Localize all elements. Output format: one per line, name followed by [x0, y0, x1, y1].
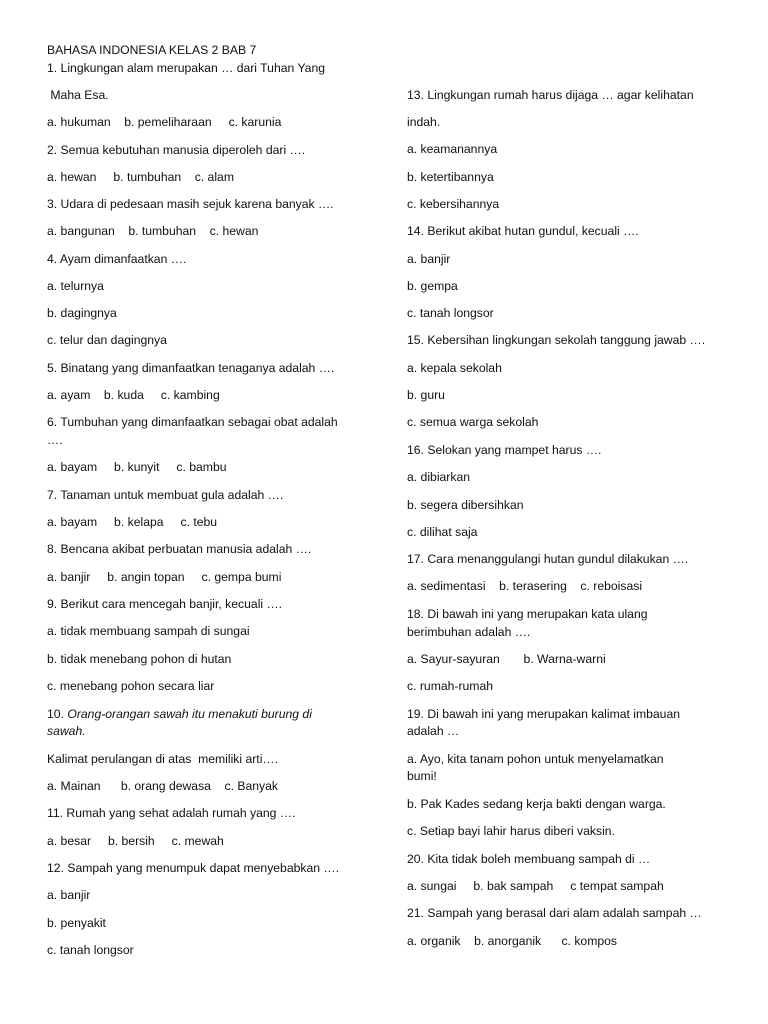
- question-20: 20. Kita tidak boleh membuang sampah di …: [407, 852, 651, 866]
- question-10-number: 10.: [47, 707, 68, 721]
- question-9: 9. Berikut cara mencegah banjir, kecuali ….: [47, 597, 283, 611]
- question-14-option-a: a. banjir: [407, 252, 451, 266]
- question-8-options: a. banjir b. angin topan c. gempa bumi: [47, 570, 282, 584]
- question-10-stem: Kalimat perulangan di atas memiliki arti….: [47, 752, 278, 766]
- question-5: 5. Binatang yang dimanfaatkan tenaganya adalah ….: [47, 361, 335, 375]
- question-18-options-ab: a. Sayur-sayuran b. Warna-warni: [407, 652, 606, 666]
- question-19-option-a-line-2: bumi!: [407, 769, 437, 783]
- question-12-option-c: c. tanah longsor: [47, 943, 134, 957]
- question-15-option-a: a. kepala sekolah: [407, 361, 502, 375]
- question-11-options: a. besar b. bersih c. mewah: [47, 834, 224, 848]
- question-19-line-1: 19. Di bawah ini yang merupakan kalimat imbauan: [407, 707, 681, 721]
- question-7-options: a. bayam b. kelapa c. tebu: [47, 515, 218, 529]
- question-18-line-1: 18. Di bawah ini yang merupakan kata ulang: [407, 607, 648, 621]
- question-4-option-a: a. telurnya: [47, 279, 104, 293]
- question-19-line-2: adalah …: [407, 724, 460, 738]
- question-10-line-1: [47, 706, 312, 723]
- question-9-option-c: c. menebang pohon secara liar: [47, 679, 215, 693]
- question-4-option-c: c. telur dan dagingnya: [47, 333, 167, 347]
- question-13-line-1: 13. Lingkungan rumah harus dijaga … agar kelihatan: [407, 88, 694, 102]
- question-6-options: a. bayam b. kunyit c. bambu: [47, 460, 227, 474]
- question-6-line-2: ….: [47, 433, 63, 447]
- question-6-line-1: 6. Tumbuhan yang dimanfaatkan sebagai obat adalah: [47, 415, 338, 429]
- question-15-option-c: c. semua warga sekolah: [407, 415, 539, 429]
- question-4-option-b: b. dagingnya: [47, 306, 117, 320]
- question-18-line-2: berimbuhan adalah ….: [407, 625, 531, 639]
- question-14-option-b: b. gempa: [407, 279, 458, 293]
- question-14-option-c: c. tanah longsor: [407, 306, 494, 320]
- question-16-option-a: a. dibiarkan: [407, 470, 471, 484]
- question-9-option-b: b. tidak menebang pohon di hutan: [47, 652, 232, 666]
- question-12-option-a: a. banjir: [47, 888, 91, 902]
- question-17-options: a. sedimentasi b. terasering c. reboisasi: [407, 579, 643, 593]
- question-18-option-c: c. rumah-rumah: [407, 679, 494, 693]
- question-4: 4. Ayam dimanfaatkan ….: [47, 252, 187, 266]
- question-2-options: a. hewan b. tumbuhan c. alam: [47, 170, 234, 184]
- question-16: 16. Selokan yang mampet harus ….: [407, 443, 602, 457]
- question-1-line-1: 1. Lingkungan alam merupakan … dari Tuhan Yang: [47, 61, 326, 75]
- question-15-option-b: b. guru: [407, 388, 445, 402]
- question-10-italic-sentence: Orang-orangan sawah itu menakuti burung di: [67, 707, 312, 721]
- question-1-line-2: Maha Esa.: [47, 88, 109, 102]
- question-1-options: a. hukuman b. pemeliharaan c. karunia: [47, 115, 282, 129]
- question-10-line-2: sawah.: [47, 724, 86, 738]
- question-17: 17. Cara menanggulangi hutan gundul dilakukan ….: [407, 552, 689, 566]
- question-21-options: a. organik b. anorganik c. kompos: [407, 934, 618, 948]
- question-3-options: a. bangunan b. tumbuhan c. hewan: [47, 224, 259, 238]
- page-title: BAHASA INDONESIA KELAS 2 BAB 7: [47, 43, 257, 57]
- question-12-option-b: b. penyakit: [47, 916, 106, 930]
- question-19-option-a-line-1: a. Ayo, kita tanam pohon untuk menyelamatkan: [407, 752, 664, 766]
- question-16-option-b: b. segera dibersihkan: [407, 498, 524, 512]
- question-15: 15. Kebersihan lingkungan sekolah tanggung jawab ….: [407, 333, 706, 347]
- question-5-options: a. ayam b. kuda c. kambing: [47, 388, 220, 402]
- question-10-options: a. Mainan b. orang dewasa c. Banyak: [47, 779, 279, 793]
- question-13-option-a: a. keamanannya: [407, 142, 498, 156]
- question-13-option-b: b. ketertibannya: [407, 170, 494, 184]
- question-21: 21. Sampah yang berasal dari alam adalah sampah …: [407, 906, 702, 920]
- question-13-option-c: c. kebersihannya: [407, 197, 500, 211]
- question-8: 8. Bencana akibat perbuatan manusia adalah ….: [47, 542, 312, 556]
- question-13-line-2: indah.: [407, 115, 441, 129]
- question-3: 3. Udara di pedesaan masih sejuk karena banyak ….: [47, 197, 334, 211]
- question-11: 11. Rumah yang sehat adalah rumah yang ….: [47, 806, 296, 820]
- question-12: 12. Sampah yang menumpuk dapat menyebabkan ….: [47, 861, 340, 875]
- question-7: 7. Tanaman untuk membuat gula adalah ….: [47, 488, 284, 502]
- question-14: 14. Berikut akibat hutan gundul, kecuali ….: [407, 224, 639, 238]
- question-16-option-c: c. dilihat saja: [407, 525, 478, 539]
- question-19-option-b: b. Pak Kades sedang kerja bakti dengan warga.: [407, 797, 666, 811]
- question-20-options: a. sungai b. bak sampah c tempat sampah: [407, 879, 664, 893]
- question-19-option-c: c. Setiap bayi lahir harus diberi vaksin.: [407, 824, 615, 838]
- question-9-option-a: a. tidak membuang sampah di sungai: [47, 624, 250, 638]
- question-2: 2. Semua kebutuhan manusia diperoleh dari ….: [47, 143, 306, 157]
